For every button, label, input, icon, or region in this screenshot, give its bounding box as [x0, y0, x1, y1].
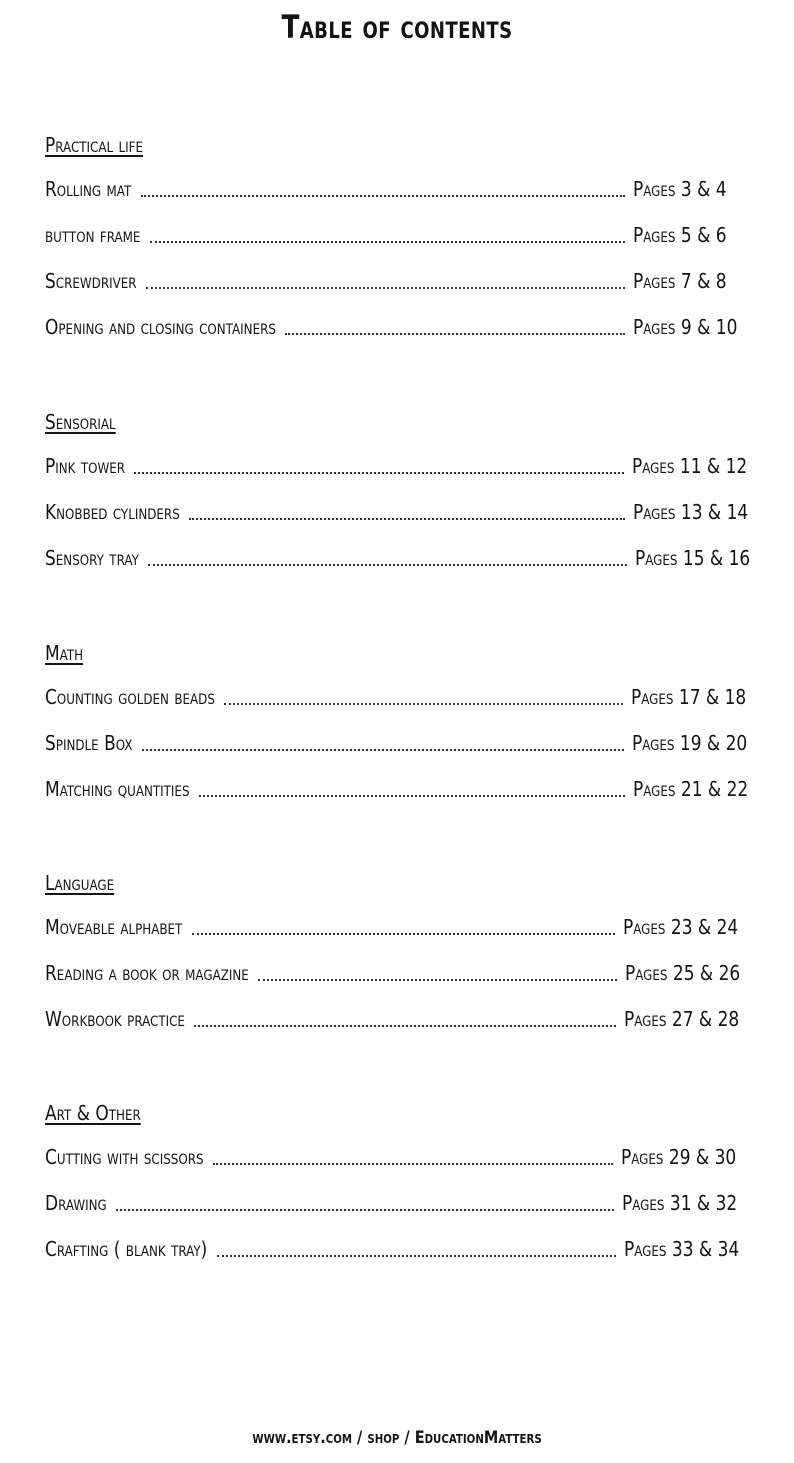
dot-leader — [199, 795, 625, 797]
entry-label: Drawing — [45, 1188, 110, 1218]
toc-entry — [45, 1142, 765, 1188]
dot-leader — [285, 333, 625, 335]
toc-entry — [45, 1004, 765, 1050]
entry-label: Sensory tray — [45, 543, 142, 573]
toc-entry — [45, 174, 765, 220]
toc-section-math — [45, 638, 765, 820]
entry-pages: Pages 23 & 24 — [623, 915, 739, 939]
toc-entry — [45, 774, 765, 820]
toc-entry — [45, 912, 765, 958]
entry-pages: Pages 33 & 34 — [624, 1237, 740, 1261]
entry-pages: Pages 5 & 6 — [633, 223, 727, 247]
entry-pages: Pages 27 & 28 — [624, 1007, 740, 1031]
footer-shop-url[interactable]: www.etsy.com / shop / EducationMatters — [252, 1428, 542, 1448]
entry-label: Spindle Box — [45, 728, 136, 758]
toc-section-practical-life — [45, 130, 765, 358]
dot-leader — [116, 1209, 614, 1211]
dot-leader — [142, 749, 624, 751]
section-heading: Math — [45, 641, 84, 665]
entry-label: Reading a book or magazine — [45, 958, 252, 988]
entry-pages: Pages 3 & 4 — [633, 177, 727, 201]
toc-entry — [45, 682, 765, 728]
toc-entry — [45, 220, 765, 266]
entry-label: Workbook practice — [45, 1004, 188, 1034]
toc-section-sensorial — [45, 407, 765, 589]
dot-leader — [224, 703, 623, 705]
section-heading: Language — [45, 871, 115, 895]
entry-label: Crafting ( blank tray) — [45, 1234, 211, 1264]
toc-entry — [45, 958, 765, 1004]
dot-leader — [150, 241, 625, 243]
entry-label: Moveable alphabet — [45, 912, 186, 942]
entry-pages: Pages 11 & 12 — [632, 454, 748, 478]
entry-label: Cutting with scissors — [45, 1142, 207, 1172]
dot-leader — [258, 979, 617, 981]
entry-pages: Pages 29 & 30 — [621, 1145, 737, 1169]
entry-pages: Pages 13 & 14 — [633, 500, 749, 524]
toc-entry — [45, 1234, 765, 1280]
toc-entry — [45, 1188, 765, 1234]
entry-label: Pink tower — [45, 451, 128, 481]
entry-pages: Pages 31 & 32 — [622, 1191, 738, 1215]
entry-label: Opening and closing containers — [45, 312, 279, 342]
entry-label: Screwdriver — [45, 266, 140, 296]
toc-section-art-other — [45, 1098, 765, 1280]
dot-leader — [194, 1025, 616, 1027]
entry-pages: Pages 19 & 20 — [632, 731, 748, 755]
dot-leader — [134, 472, 624, 474]
entry-pages: Pages 15 & 16 — [635, 546, 751, 570]
section-heading: Practical life — [45, 133, 144, 157]
dot-leader — [148, 564, 627, 566]
entry-label: Counting golden beads — [45, 682, 218, 712]
toc-entry — [45, 543, 765, 589]
entry-pages: Pages 17 & 18 — [631, 685, 747, 709]
entry-label: Matching quantities — [45, 774, 193, 804]
dot-leader — [192, 933, 615, 935]
toc-section-language — [45, 868, 765, 1050]
toc-entry — [45, 728, 765, 774]
page-title: Table of contents — [281, 8, 513, 46]
entry-label: Rolling mat — [45, 174, 135, 204]
toc-entry — [45, 266, 765, 312]
toc-entry — [45, 497, 765, 543]
section-heading: Art & Other — [45, 1101, 141, 1125]
toc-entry — [45, 451, 765, 497]
dot-leader — [189, 518, 625, 520]
entry-pages: Pages 25 & 26 — [625, 961, 741, 985]
dot-leader — [213, 1163, 613, 1165]
entry-pages: Pages 9 & 10 — [633, 315, 738, 339]
entry-label: button frame — [45, 220, 144, 250]
entry-pages: Pages 21 & 22 — [633, 777, 749, 801]
dot-leader — [146, 287, 625, 289]
dot-leader — [217, 1255, 616, 1257]
section-heading: Sensorial — [45, 410, 116, 434]
entry-pages: Pages 7 & 8 — [633, 269, 727, 293]
dot-leader — [141, 195, 625, 197]
toc-entry — [45, 312, 765, 358]
entry-label: Knobbed cylinders — [45, 497, 183, 527]
